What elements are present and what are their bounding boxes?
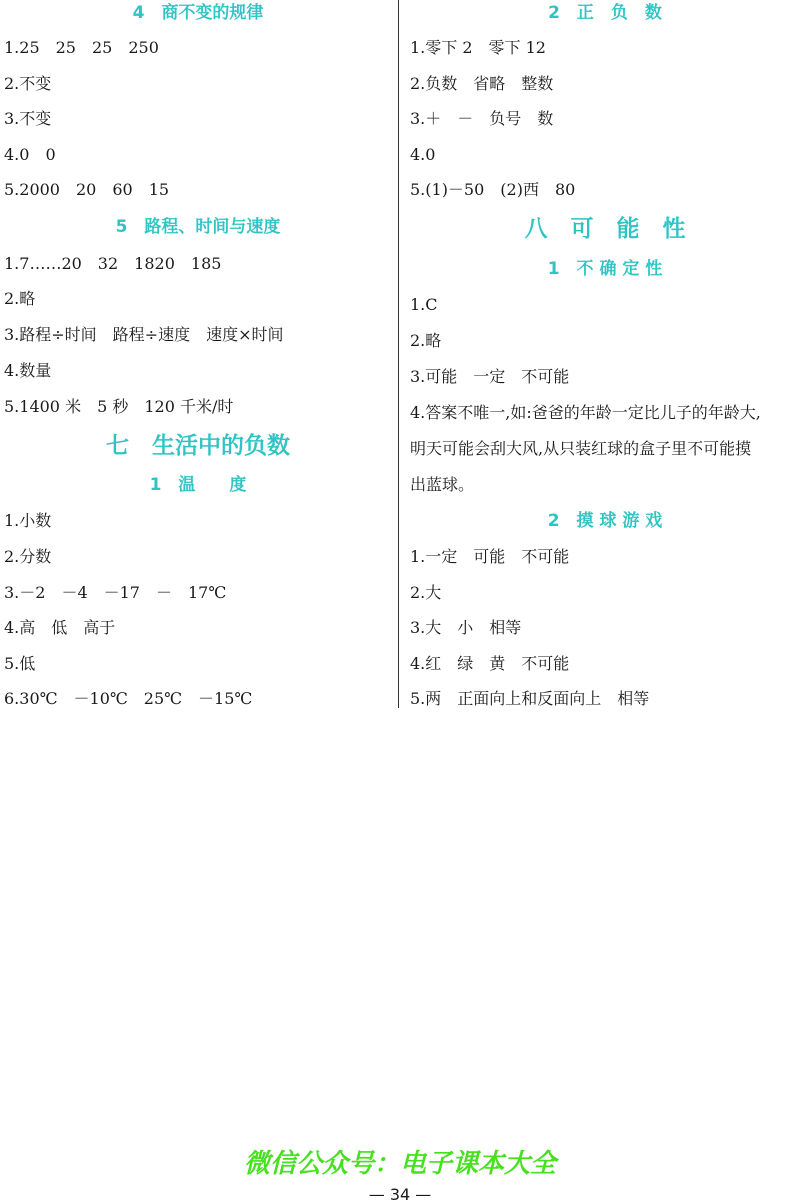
answer-line: 2.略 xyxy=(410,331,442,350)
answer-line: 2.分数 xyxy=(4,547,52,566)
section-heading-ball-game: 2 摸 球 游 戏 xyxy=(547,511,663,531)
section-heading-positive-negative: 2 正 负 数 xyxy=(548,3,662,23)
answer-line: 2.负数 省略 整数 xyxy=(410,74,554,93)
section-heading-uncertainty: 1 不 确 定 性 xyxy=(547,259,663,279)
section-heading-4: 4 商不变的规律 xyxy=(132,3,264,23)
answer-line: 1.7……20 32 1820 185 xyxy=(4,254,222,273)
answer-line: 5.2000 20 60 15 xyxy=(4,180,170,199)
answer-line: 4.红 绿 黄 不可能 xyxy=(410,654,570,673)
section-heading-5: 5 路程、时间与速度 xyxy=(115,217,281,237)
answer-line: 明天可能会刮大风,从只装红球的盒子里不可能摸 xyxy=(410,439,752,458)
answer-line: 4.数量 xyxy=(4,361,52,380)
answer-line: 2.略 xyxy=(4,289,36,308)
answer-line: 5.1400 米 5 秒 120 千米/时 xyxy=(4,397,234,416)
answer-line: 5.两 正面向上和反面向上 相等 xyxy=(410,689,650,708)
answer-line: 3.可能 一定 不可能 xyxy=(410,367,570,386)
answer-line: 5.低 xyxy=(4,654,36,673)
answer-line: 3.＋ － 负号 数 xyxy=(410,109,554,128)
answer-line: 6.30℃ －10℃ 25℃ －15℃ xyxy=(4,689,253,708)
answer-line: 3.路程÷时间 路程÷速度 速度×时间 xyxy=(4,325,284,344)
answer-line: 4.0 0 xyxy=(4,145,56,164)
answer-line: 4.答案不唯一,如:爸爸的年龄一定比儿子的年龄大, xyxy=(410,403,761,422)
answer-line: 3.不变 xyxy=(4,109,52,128)
chapter-heading-7: 七 生活中的负数 xyxy=(106,433,290,459)
answer-line: 2.大 xyxy=(410,583,442,602)
answer-line: 2.不变 xyxy=(4,74,52,93)
answer-line: 3.－2 －4 －17 － 17℃ xyxy=(4,583,227,602)
answer-line: 4.0 xyxy=(410,145,436,164)
answer-line: 出蓝球。 xyxy=(410,475,475,494)
section-heading-temperature: 1 温 度 xyxy=(149,475,247,495)
answer-line: 1.C xyxy=(410,295,438,314)
answer-line: 5.(1)－50 (2)西 80 xyxy=(410,180,576,199)
answer-line: 1.一定 可能 不可能 xyxy=(410,547,570,566)
answer-line: 3.大 小 相等 xyxy=(410,618,522,637)
answer-line: 1.小数 xyxy=(4,511,52,530)
chapter-heading-8: 八 可 能 性 xyxy=(524,216,686,242)
column-divider xyxy=(398,0,399,708)
answer-line: 1.零下 2 零下 12 xyxy=(410,38,546,57)
watermark-text: 微信公众号：电子课本大全 xyxy=(243,1149,556,1179)
page-number: — 34 — xyxy=(368,1185,432,1204)
answer-line: 4.高 低 高于 xyxy=(4,618,116,637)
answer-line: 1.25 25 25 250 xyxy=(4,38,159,57)
